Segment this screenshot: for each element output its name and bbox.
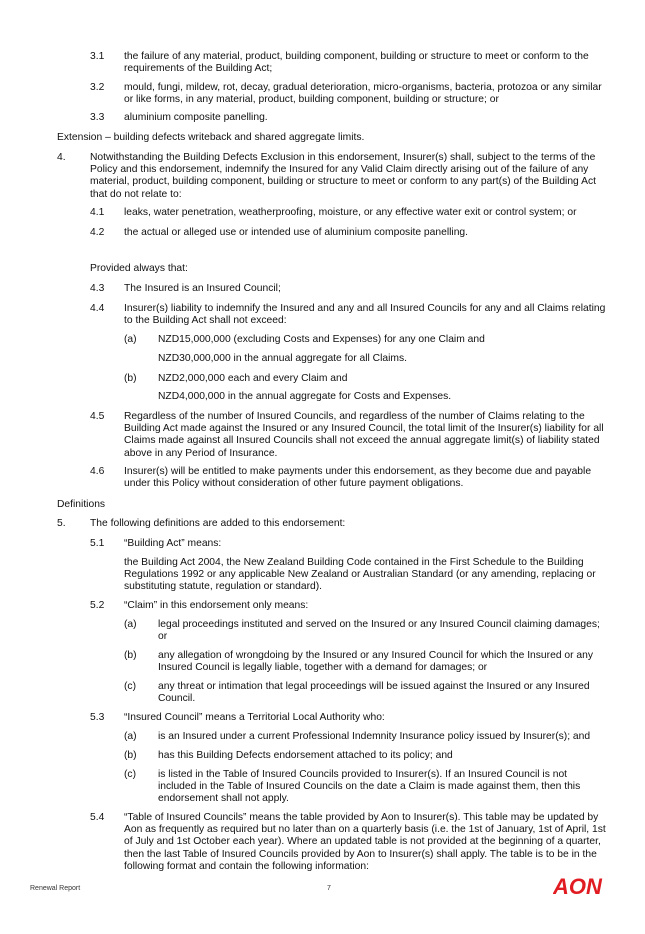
clause-5-3-c (124, 769, 606, 806)
clause-number: 4.2 (90, 227, 105, 238)
clause-4-4-a (124, 334, 606, 346)
clause-number: (b) (124, 650, 137, 661)
clause-4-4 (90, 303, 606, 327)
clause-number: (c) (124, 681, 137, 692)
clause-text: the Building Act 2004, the New Zealand Building Code contained in the First Schedule to the Building Regulations 1992 or any applicable New Zealand or Australian Standard (or any amending, replacing or substituting statute, regulation or standard). (124, 557, 596, 593)
clause-text: is listed in the Table of Insured Councils provided to Insurer(s). If an Insured Council is not included in the Table of Insured Councils on the date a Claim is made against them, then this endorsement shall not apply. (158, 769, 581, 805)
clause-number: 4.1 (90, 207, 105, 218)
clause-3-2 (90, 82, 606, 106)
clause-text: “Claim” in this endorsement only means: (124, 600, 309, 611)
clause-number: (a) (124, 619, 137, 630)
clause-text: has this Building Defects endorsement attached to its policy; and (158, 750, 453, 761)
clause-4-3 (90, 283, 606, 295)
aon-logo (553, 874, 611, 898)
clause-number: (c) (124, 769, 137, 780)
clause-5-2 (90, 600, 606, 612)
clause-number: 4. (57, 152, 66, 163)
clause-4-4-b-aggregate: NZD4,000,000 in the annual aggregate for Costs and Expenses. (158, 391, 452, 402)
clause-5-2-b (124, 650, 606, 674)
extension-heading: Extension – building defects writeback and shared aggregate limits. (57, 132, 365, 143)
provided-heading: Provided always that: (90, 263, 188, 274)
svg-text:AON: AON (553, 874, 602, 898)
clause-text: leaks, water penetration, weatherproofing, moisture, or any effective water exit or control system; or (124, 207, 577, 218)
clause-number: 4.3 (90, 283, 105, 294)
clause-5-3-a (124, 731, 606, 743)
clause-4-4-b (124, 373, 606, 385)
clause-text: “Table of Insured Councils” means the table provided by Aon to Insurer(s). This table may be updated by Aon as frequently as required but no later than on a quarterly basis (i.e. the 1st of January, 1st of April, 1st of July and 1st October each year). Where an updated table is not provided at the beginning of a quarter, then the last Table of Insured Councils provided by Aon to Insurer(s) shall apply. The table is to be in the following format and contain the following information: (124, 812, 606, 872)
clause-4 (57, 152, 606, 201)
clause-text: Notwithstanding the Building Defects Exclusion in this endorsement, Insurer(s) shall, subject to the terms of the Policy and this endorsement, indemnify the Insured for any Valid Claim directly arising out of the failure of any material, product, building component, building or structure to meet or conform to any part(s) of the Building Act that do not relate to: (90, 152, 596, 200)
clause-5-1 (90, 538, 606, 550)
clause-text: any allegation of wrongdoing by the Insured or any Insured Council for which the Insured or any Insured Council is legally liable, together with a demand for damages; or (158, 650, 594, 674)
clause-text: “Building Act” means: (124, 538, 222, 549)
clause-number: 5.4 (90, 812, 105, 823)
clause-number: 5. (57, 518, 66, 529)
footer-page-number: 7 (327, 885, 331, 892)
clause-text: “Insured Council” means a Territorial Local Authority who: (124, 712, 385, 723)
clause-number: 5.3 (90, 712, 105, 723)
definitions-heading: Definitions (57, 499, 106, 510)
clause-5-1-body (124, 557, 606, 594)
clause-3-3 (90, 112, 606, 124)
aon-logo-icon (553, 874, 611, 898)
clause-text: mould, fungi, mildew, rot, decay, gradual deterioration, micro-organisms, bacteria, protozoa or any similar or like forms, in any material, product, building component, building or structure; or (124, 82, 602, 106)
clause-number: (b) (124, 373, 137, 384)
clause-text: aluminium composite panelling. (124, 112, 268, 123)
clause-number: 4.4 (90, 303, 105, 314)
clause-text: is an Insured under a current Professional Indemnity Insurance policy issued by Insurer(s); and (158, 731, 591, 742)
clause-number: 3.2 (90, 82, 105, 93)
clause-4-2 (90, 227, 606, 239)
clause-number: 3.3 (90, 112, 105, 123)
clause-5-2-a (124, 619, 606, 643)
clause-text: the actual or alleged use or intended use of aluminium composite panelling. (124, 227, 469, 238)
clause-4-6 (90, 466, 606, 490)
clause-number: 4.5 (90, 411, 105, 422)
clause-text: Insurer(s) liability to indemnify the Insured and any and all Insured Councils for any and all Claims relating to the Building Act shall not exceed: (124, 303, 606, 327)
clause-text: The Insured is an Insured Council; (124, 283, 281, 294)
clause-text: the failure of any material, product, building component, building or structure to meet or conform to the requirements of the Building Act; (124, 51, 589, 75)
clause-text: Regardless of the number of Insured Councils, and regardless of the number of Claims relating to the Building Act made against the Insured or any Insured Council, the total limit of the Insurer(s) liability for all Claims made against all Insured Councils shall not exceed the annual aggregate limit(s) of liability stated above in any Period of Insurance. (124, 411, 604, 459)
clause-number: (a) (124, 334, 137, 345)
clause-5-2-c (124, 681, 606, 705)
clause-number: 4.6 (90, 466, 105, 477)
clause-text: Insurer(s) will be entitled to make payments under this endorsement, as they become due and payable under this Policy without consideration of other future payment obligations. (124, 466, 592, 490)
clause-number: 5.2 (90, 600, 105, 611)
clause-text: NZD2,000,000 each and every Claim and (158, 373, 348, 384)
clause-4-4-a-aggregate: NZD30,000,000 in the annual aggregate for all Claims. (158, 353, 407, 364)
clause-number: 3.1 (90, 51, 105, 62)
clause-4-1 (90, 207, 606, 219)
clause-3-1 (90, 51, 606, 75)
clause-5-4 (90, 812, 606, 873)
clause-5 (57, 518, 606, 530)
clause-4-5 (90, 411, 606, 460)
footer-report-title: Renewal Report (30, 885, 81, 892)
clause-text: The following definitions are added to this endorsement: (90, 518, 346, 529)
clause-number: (a) (124, 731, 137, 742)
clause-text: legal proceedings instituted and served on the Insured or any Insured Council claiming damages; or (158, 619, 600, 643)
clause-5-3-b (124, 750, 606, 762)
clause-text: any threat or intimation that legal proceedings will be issued against the Insured or any Insured Council. (158, 681, 590, 705)
clause-5-3 (90, 712, 606, 724)
clause-number: (b) (124, 750, 137, 761)
clause-text: NZD15,000,000 (excluding Costs and Expenses) for any one Claim and (158, 334, 485, 345)
clause-number: 5.1 (90, 538, 105, 549)
